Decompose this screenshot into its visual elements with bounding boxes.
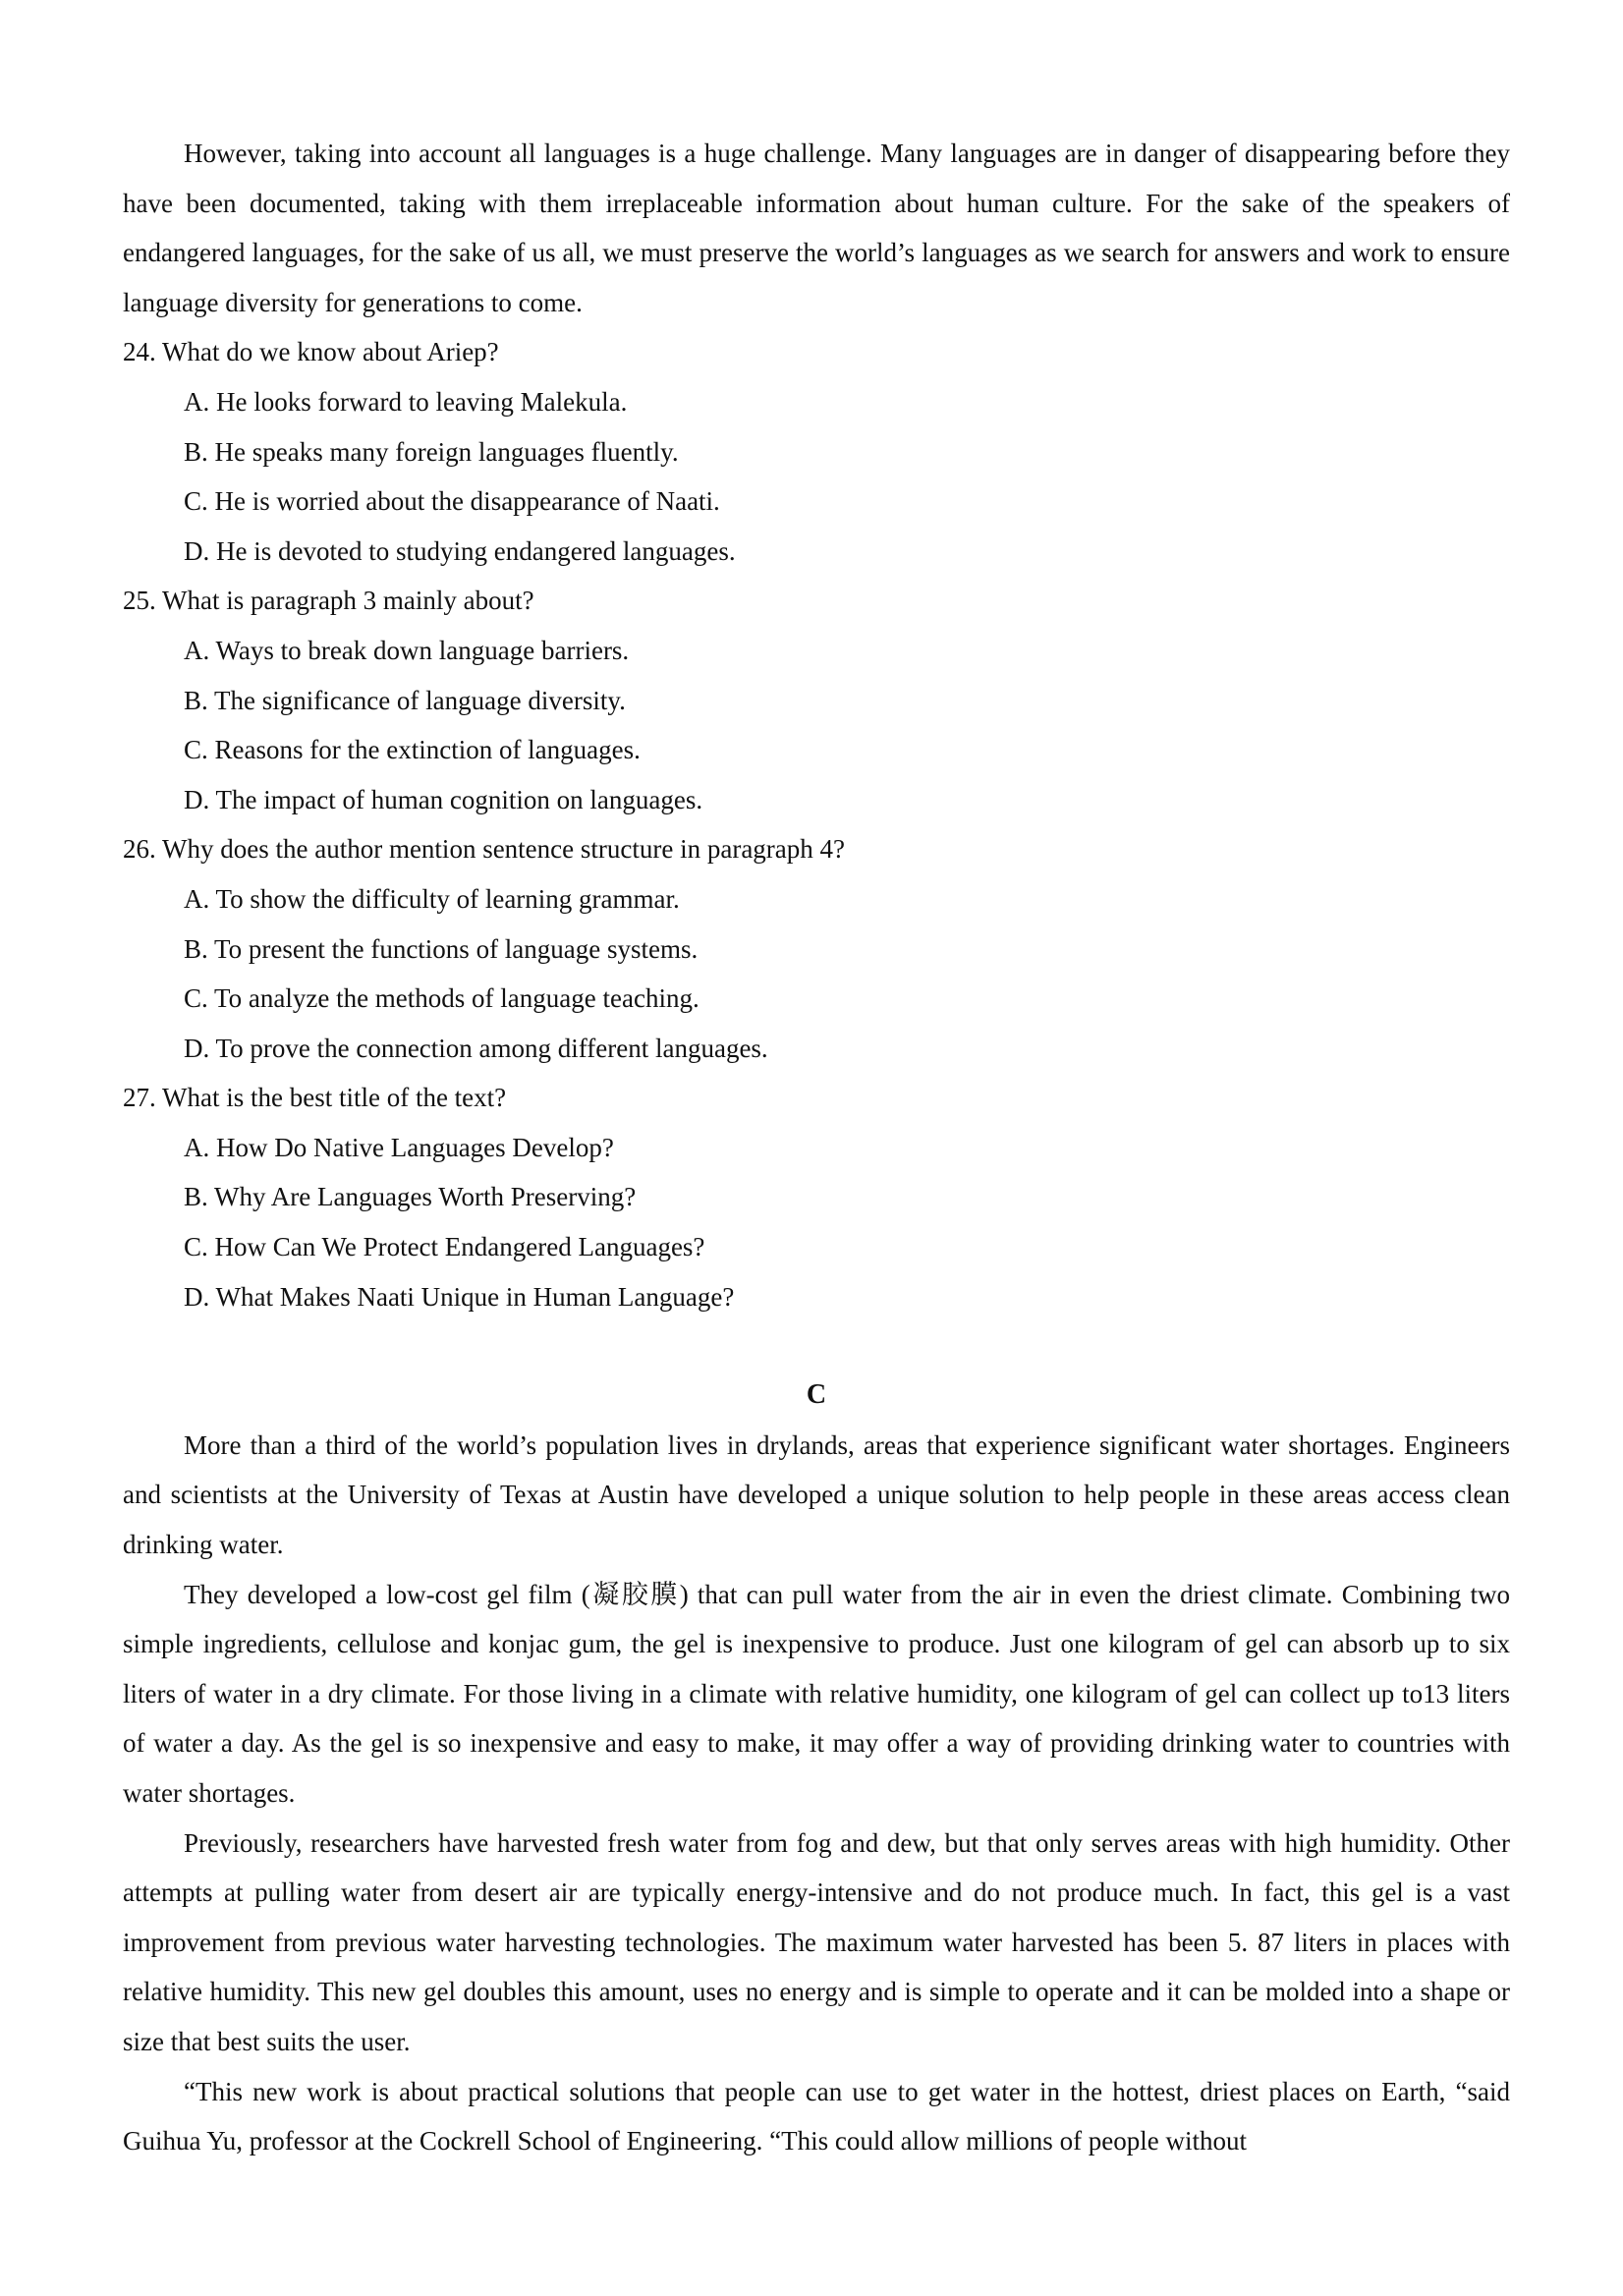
question-27 [123, 1073, 1510, 1321]
exam-page [123, 129, 1510, 2166]
question-stem: 27. What is the best title of the text? [123, 1083, 507, 1113]
question-stem: 25. What is paragraph 3 mainly about? [123, 586, 534, 616]
option-c: C. He is worried about the disappearance of Naati. [184, 486, 720, 517]
option-d: D. What Makes Naati Unique in Human Language? [184, 1281, 735, 1312]
section-c-paragraph-3: Previously, researchers have harvested fresh water from fog and dew, but that only serves areas with high humidity. Other attempts at pulling water from desert air are typically energy-intensive and do not produce much. In fact, this gel is a vast improvement from previous water harvesting technologies. The maximum water harvested has been 5. 87 liters in places with relative humidity. This new gel doubles this amount, uses no energy and is simple to operate and it can be molded into a shape or size that best suits the user. [123, 1827, 1510, 2056]
option-b: B. Why Are Languages Worth Preserving? [184, 1182, 637, 1212]
question-24 [123, 327, 1510, 576]
option-d: D. To prove the connection among different languages. [184, 1033, 768, 1063]
option-a: A. How Do Native Languages Develop? [184, 1132, 614, 1162]
section-c-paragraph-2: They developed a low-cost gel film (凝胶膜) that can pull water from the air in even the driest climate. Combining two simple ingredients, cellulose and konjac gum, the gel is inexpensive to produce. Just one kilogram of gel can absorb up to six liters of water in a dry climate. For those living in a climate with relative humidity, one kilogram of gel can collect up to13 liters of water a day. As the gel is so inexpensive and easy to make, it may offer a way of providing drinking water to countries with water shortages. [123, 1579, 1510, 1808]
option-b: B. To present the functions of language systems. [184, 933, 699, 964]
option-c: C. Reasons for the extinction of languages. [184, 735, 641, 765]
option-c: C. How Can We Protect Endangered Languages? [184, 1232, 705, 1262]
question-stem: 24. What do we know about Ariep? [123, 337, 499, 367]
option-d: D. He is devoted to studying endangered languages. [184, 535, 736, 566]
question-25 [123, 576, 1510, 824]
option-a: A. To show the difficulty of learning grammar. [184, 883, 680, 914]
section-title-c: C [806, 1379, 827, 1411]
question-stem: 26. Why does the author mention sentence structure in paragraph 4? [123, 834, 846, 865]
option-b: B. The significance of language diversity. [184, 685, 626, 715]
section-c-paragraph-4: “This new work is about practical solutions that people can use to get water in the hottest, driest places on Earth, “said Guihua Yu, professor at the Cockrell School of Engineering. “This could allow millions of people without [123, 2076, 1510, 2156]
section-c-paragraph-1: More than a third of the world’s population lives in drylands, areas that experience significant water shortages. Engineers and scientists at the University of Texas at Austin have developed a unique solution to help people in these areas access clean drinking water. [123, 1429, 1510, 1560]
option-c: C. To analyze the methods of language teaching. [184, 983, 700, 1014]
option-a: A. Ways to break down language barriers. [184, 635, 630, 665]
option-b: B. He speaks many foreign languages fluently. [184, 436, 679, 467]
option-d: D. The impact of human cognition on languages. [184, 784, 703, 814]
intro-paragraph: However, taking into account all languages is a huge challenge. Many languages are in danger of disappearing before they have been documented, taking with them irreplaceable information about human culture. For the sake of the speakers of endangered languages, for the sake of us all, we must preserve the world’s languages as we search for answers and work to ensure language diversity for generations to come. [123, 139, 1510, 317]
question-26 [123, 824, 1510, 1073]
option-a: A. He looks forward to leaving Malekula. [184, 386, 628, 417]
